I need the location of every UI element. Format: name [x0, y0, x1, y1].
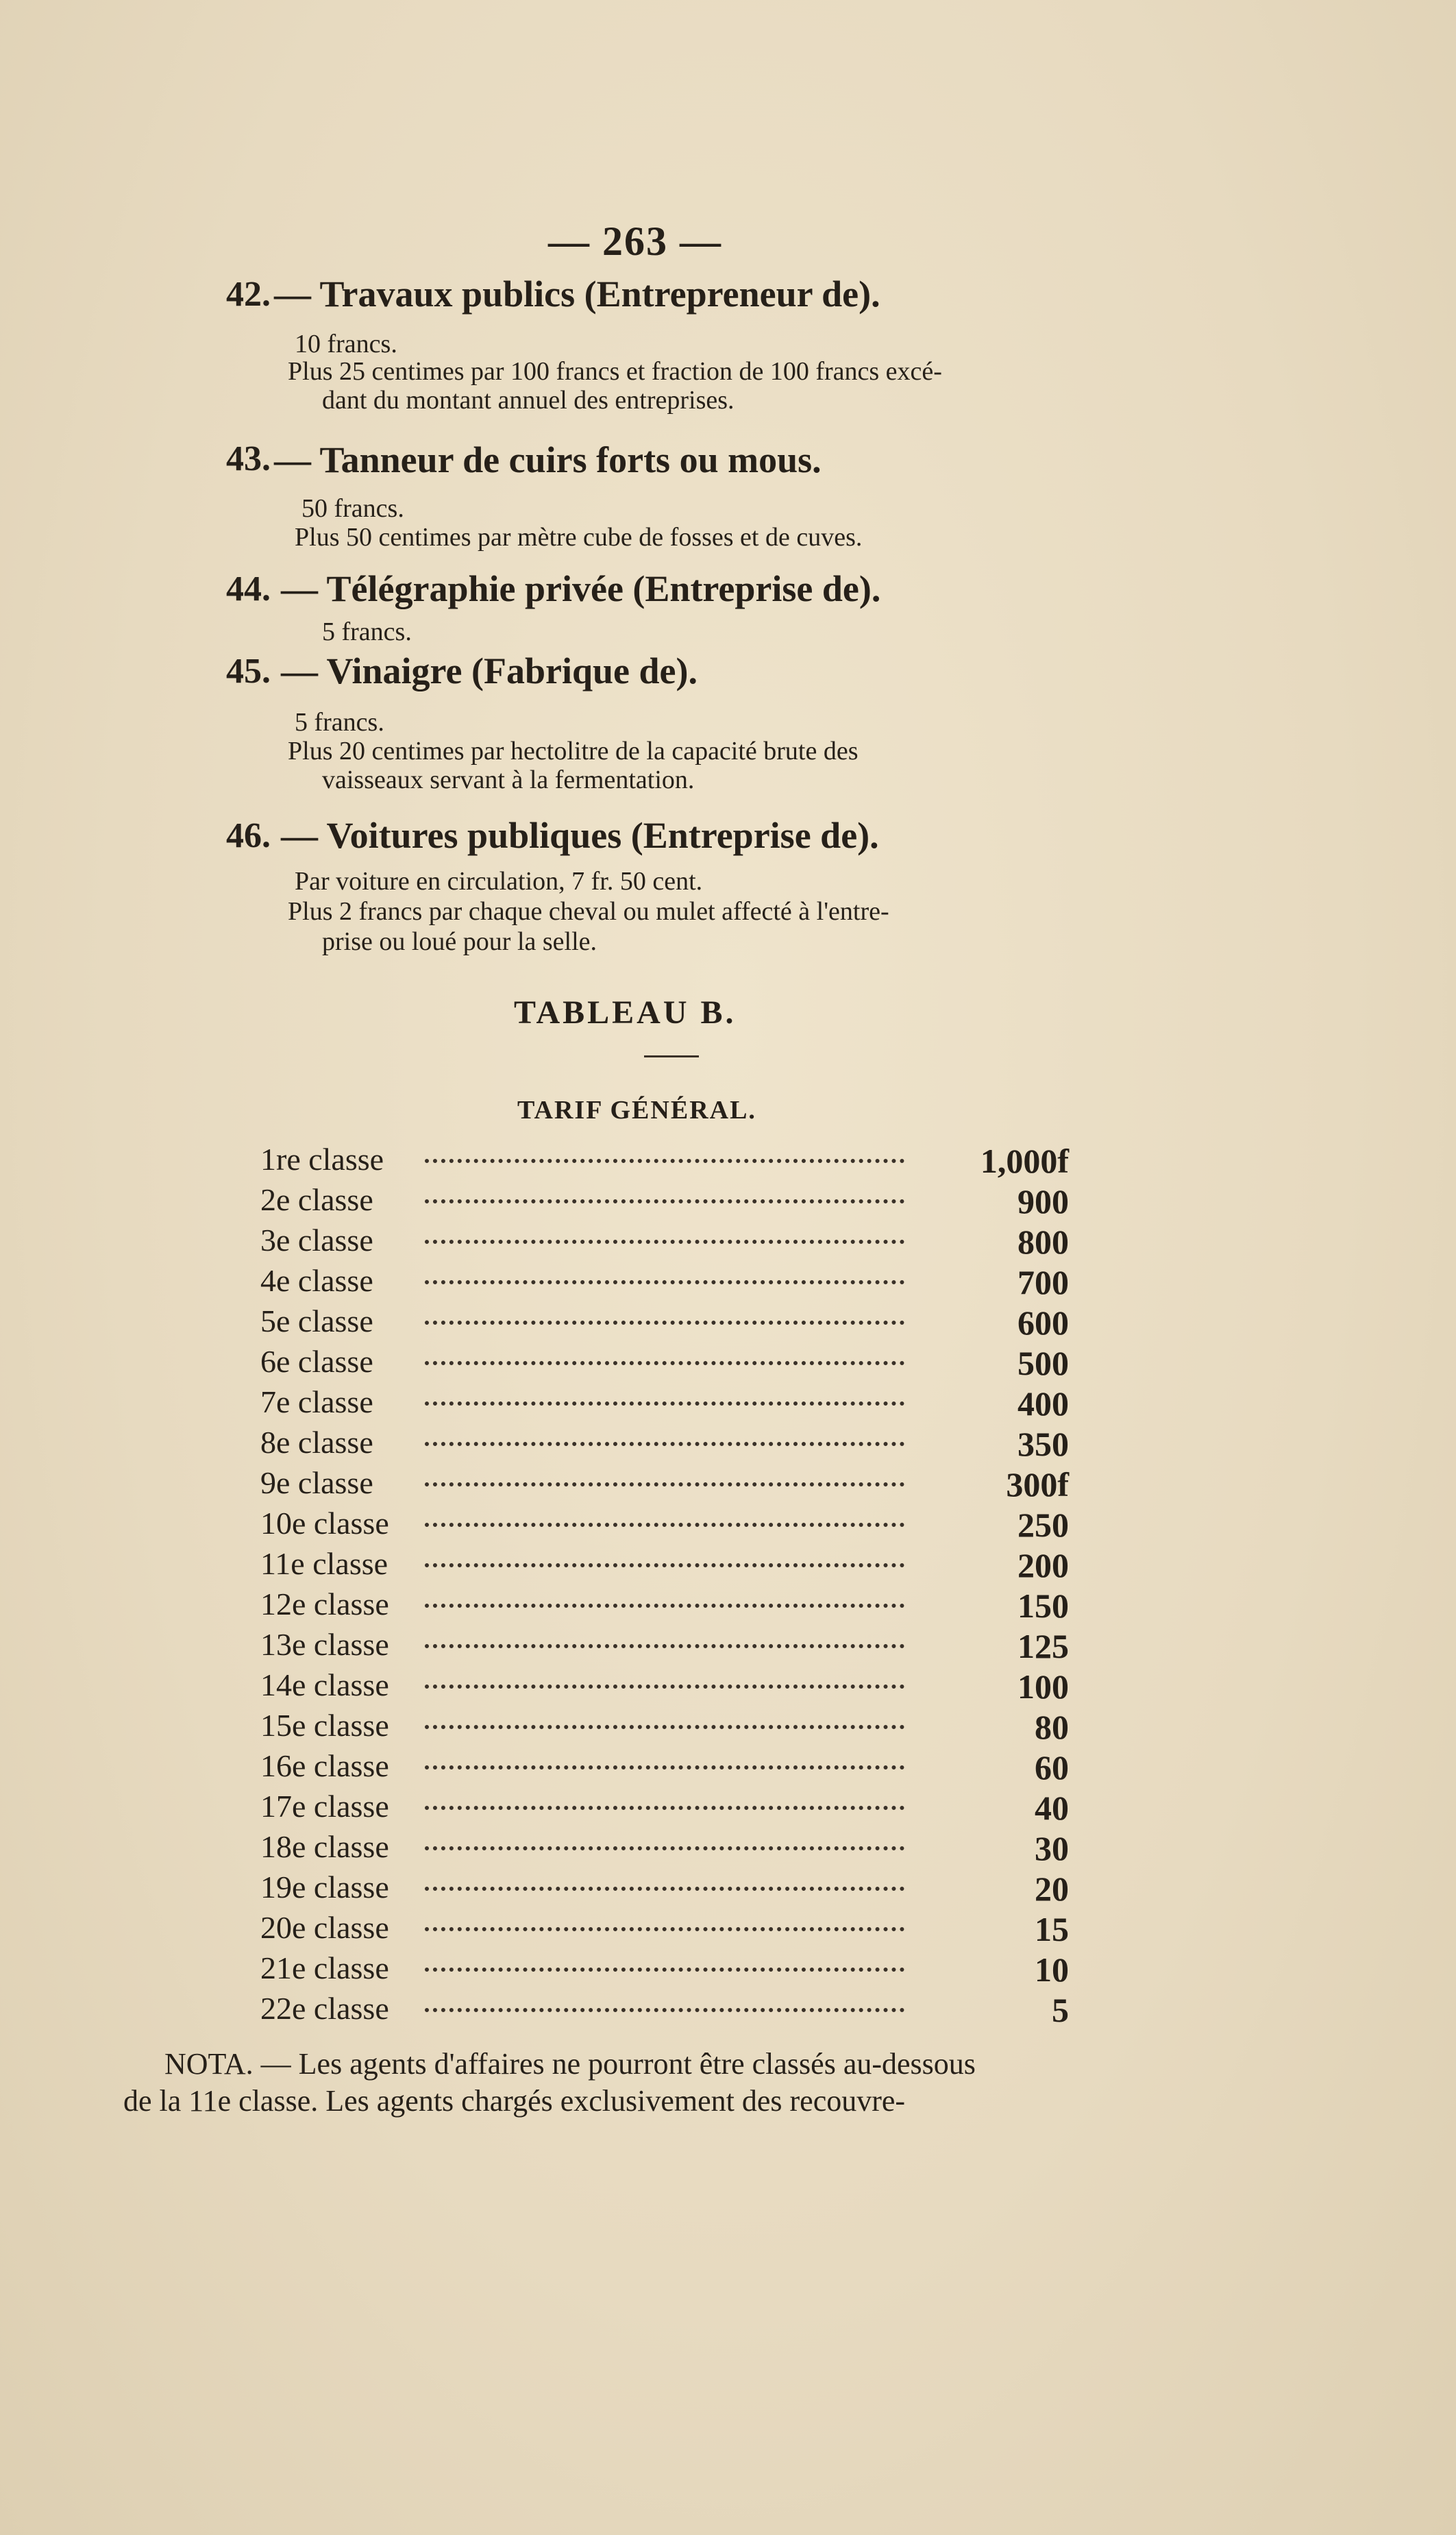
classe-label: 20e classe	[260, 1910, 389, 1945]
entry-heading: — Travaux publics (Entrepreneur de).	[274, 273, 880, 315]
dot-leader	[425, 1846, 904, 1850]
table-row	[260, 1262, 1069, 1301]
classe-label: 21e classe	[260, 1950, 389, 1985]
table-row	[260, 1667, 1069, 1705]
dot-leader	[425, 1765, 904, 1769]
entry-number: 43.	[226, 439, 271, 478]
table-row	[260, 1869, 1069, 1907]
dot-leader	[425, 1240, 904, 1244]
table-row	[260, 1909, 1069, 1948]
dot-leader	[425, 1159, 904, 1163]
table-row	[260, 1586, 1069, 1624]
page-number: — 263 —	[548, 219, 722, 264]
tariff-value: 600	[1017, 1303, 1069, 1342]
entry-number: 46.	[226, 816, 271, 855]
entry-heading: — Vinaigre (Fabrique de).	[281, 650, 698, 691]
tariff-value: 10	[1035, 1950, 1069, 1989]
dot-leader	[425, 1199, 904, 1203]
classe-label: 18e classe	[260, 1829, 389, 1864]
tariff-value: 300f	[1006, 1465, 1069, 1504]
classe-label: 5e classe	[260, 1303, 373, 1338]
tariff-value: 350	[1017, 1425, 1069, 1463]
classe-label: 11e classe	[260, 1546, 388, 1581]
tariff-value: 700	[1017, 1263, 1069, 1301]
table-row	[260, 1950, 1069, 1988]
dot-leader	[425, 1321, 904, 1325]
tariff-value: 60	[1035, 1748, 1069, 1787]
tariff-value: 900	[1017, 1182, 1069, 1221]
entry-heading: — Télégraphie privée (Entreprise de).	[281, 568, 881, 609]
table-row	[260, 1828, 1069, 1867]
table-row	[260, 1505, 1069, 1543]
classe-label: 1re classe	[260, 1142, 384, 1177]
entry-line: prise ou loué pour la selle.	[322, 927, 597, 956]
tariff-value: 80	[1035, 1708, 1069, 1746]
tariff-value: 125	[1017, 1627, 1069, 1665]
dot-leader	[425, 1401, 904, 1406]
classe-label: 10e classe	[260, 1506, 389, 1541]
entry-line: 10 francs.	[295, 330, 397, 358]
table-title: TABLEAU B.	[514, 994, 737, 1031]
entry-line: 50 francs.	[301, 494, 404, 523]
table-row	[260, 1141, 1069, 1179]
dot-leader	[425, 1523, 904, 1527]
dot-leader	[425, 1725, 904, 1729]
table-row	[260, 1465, 1069, 1503]
tariff-value: 200	[1017, 1546, 1069, 1584]
classe-label: 9e classe	[260, 1465, 373, 1500]
classe-label: 3e classe	[260, 1223, 373, 1258]
table-row	[260, 1181, 1069, 1220]
entry-heading: — Voitures publiques (Entreprise de).	[281, 815, 879, 856]
classe-label: 15e classe	[260, 1708, 389, 1743]
dot-leader	[425, 1968, 904, 1972]
classe-label: 19e classe	[260, 1870, 389, 1905]
dot-leader	[425, 1604, 904, 1608]
classe-label: 13e classe	[260, 1627, 389, 1662]
table-row	[260, 1424, 1069, 1462]
tariff-value: 250	[1017, 1506, 1069, 1544]
table-row	[260, 1384, 1069, 1422]
entry-line: dant du montant annuel des entreprises.	[322, 386, 735, 415]
classe-label: 16e classe	[260, 1748, 389, 1783]
entry-line: Plus 50 centimes par mètre cube de fosses et de cuves.	[295, 523, 863, 552]
table-row	[260, 1990, 1069, 2029]
entry-line: Plus 20 centimes par hectolitre de la capacité brute des	[288, 737, 859, 766]
tariff-value: 100	[1017, 1667, 1069, 1706]
divider	[644, 1055, 699, 1057]
classe-label: 22e classe	[260, 1991, 389, 2026]
table-row	[260, 1788, 1069, 1826]
dot-leader	[425, 1442, 904, 1446]
table-row	[260, 1748, 1069, 1786]
dot-leader	[425, 1563, 904, 1567]
table-row	[260, 1343, 1069, 1382]
tariff-value: 5	[1052, 1991, 1069, 2029]
classe-label: 17e classe	[260, 1789, 389, 1824]
table-row	[260, 1222, 1069, 1260]
dot-leader	[425, 2008, 904, 2012]
entry-line: Plus 25 centimes par 100 francs et fraction de 100 francs excé-	[288, 357, 942, 386]
entry-line: 5 francs.	[322, 617, 412, 646]
entry-number: 42.	[226, 275, 271, 314]
dot-leader	[425, 1280, 904, 1284]
tariff-value: 150	[1017, 1587, 1069, 1625]
classe-label: 4e classe	[260, 1263, 373, 1298]
classe-label: 12e classe	[260, 1587, 389, 1621]
dot-leader	[425, 1685, 904, 1689]
table-row	[260, 1303, 1069, 1341]
dot-leader	[425, 1927, 904, 1931]
dot-leader	[425, 1361, 904, 1365]
classe-label: 6e classe	[260, 1344, 373, 1379]
entry-number: 44.	[226, 570, 271, 609]
tariff-value: 30	[1035, 1829, 1069, 1867]
tariff-value: 800	[1017, 1223, 1069, 1261]
tariff-value: 1,000f	[980, 1142, 1069, 1180]
tariff-value: 40	[1035, 1789, 1069, 1827]
entry-line: vaisseaux servant à la fermentation.	[322, 766, 695, 794]
entry-heading: — Tanneur de cuirs forts ou mous.	[274, 439, 822, 480]
entry-line: Par voiture en circulation, 7 fr. 50 cent.	[295, 867, 703, 896]
tariff-value: 500	[1017, 1344, 1069, 1382]
table-row	[260, 1707, 1069, 1746]
tariff-value: 20	[1035, 1870, 1069, 1908]
dot-leader	[425, 1887, 904, 1891]
tariff-value: 400	[1017, 1384, 1069, 1423]
classe-label: 7e classe	[260, 1384, 373, 1419]
table-subtitle: TARIF GÉNÉRAL.	[517, 1096, 756, 1125]
dot-leader	[425, 1806, 904, 1810]
classe-label: 14e classe	[260, 1667, 389, 1702]
dot-leader	[425, 1644, 904, 1648]
nota-line: de la 11e classe. Les agents chargés exclusivement des recouvre-	[123, 2084, 906, 2118]
nota-line: NOTA. — Les agents d'affaires ne pourront être classés au-dessous	[164, 2047, 976, 2081]
table-row	[260, 1626, 1069, 1665]
entry-number: 45.	[226, 652, 271, 691]
classe-label: 8e classe	[260, 1425, 373, 1460]
classe-label: 2e classe	[260, 1182, 373, 1217]
entry-line: 5 francs.	[295, 708, 384, 737]
entry-line: Plus 2 francs par chaque cheval ou mulet affecté à l'entre-	[288, 897, 889, 926]
tariff-value: 15	[1035, 1910, 1069, 1948]
dot-leader	[425, 1482, 904, 1486]
table-row	[260, 1545, 1069, 1584]
